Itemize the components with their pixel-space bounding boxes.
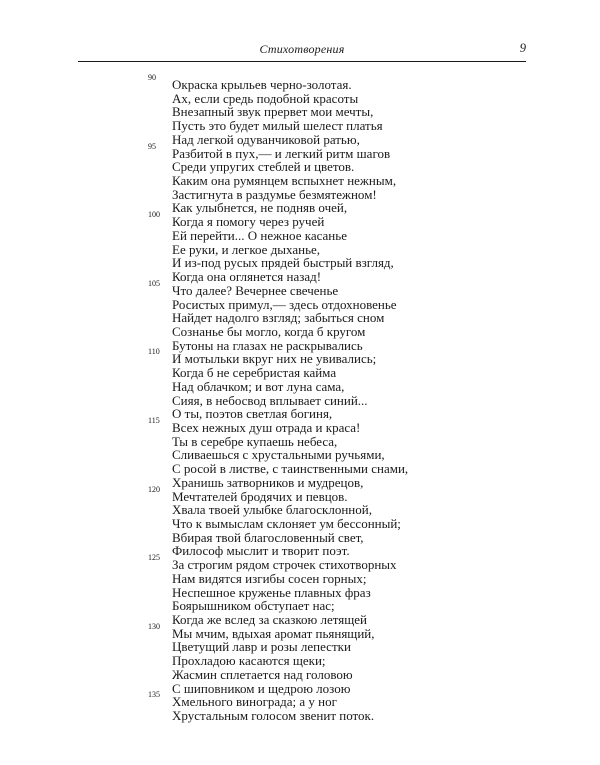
line-text: Разбитой в пух,— и легкий ритм шагов	[172, 145, 391, 161]
line-text: Ты в серебре купаешь небеса,	[172, 433, 338, 449]
line-text: Жасмин сплетается над головою	[172, 666, 353, 682]
poem-line	[148, 484, 572, 504]
line-text: Хранишь затворников и мудрецов,	[172, 474, 364, 490]
line-text: Росистых примул,— здесь отдохновенье	[172, 296, 397, 312]
line-number: 105	[148, 278, 160, 288]
line-text: Ах, если средь подобной красоты	[172, 90, 359, 106]
poem-line	[148, 347, 572, 367]
line-text: Всех нежных душ отрада и краса!	[172, 419, 361, 435]
line-number: 130	[148, 621, 160, 631]
poem-line	[172, 119, 572, 133]
line-number: 100	[148, 210, 160, 220]
line-text: О ты, поэтов светлая богиня,	[172, 406, 333, 422]
poem-line	[172, 668, 572, 682]
line-text: Философ мыслит и творит поэт.	[172, 543, 350, 559]
line-text: Что далее? Вечернее свеченье	[172, 282, 339, 298]
line-number: 110	[148, 347, 160, 357]
poem-line	[172, 160, 572, 174]
poem-line	[148, 621, 572, 641]
poem-line	[172, 448, 572, 462]
line-text: И мотыльки вкруг них не увивались;	[172, 351, 377, 367]
poem-line	[172, 325, 572, 339]
poem-line	[172, 544, 572, 558]
line-number: 125	[148, 553, 160, 563]
line-text: Нам видятся изгибы сосен горных;	[172, 570, 367, 586]
poem-line	[148, 415, 572, 435]
line-text: Бутоны на глазах не раскрывались	[172, 337, 363, 353]
line-text: С росой в листве, с таинственными снами,	[172, 461, 409, 477]
poem-line	[172, 517, 572, 531]
line-text: Над облачком; и вот луна сама,	[172, 378, 345, 394]
line-text: Над легкой одуванчиковой ратью,	[172, 131, 360, 147]
poem-line	[172, 256, 572, 270]
page-number: 9	[519, 41, 526, 55]
poem-line	[172, 407, 572, 421]
poem-line	[172, 654, 572, 668]
line-text: Найдет надолго взгляд; забыться сном	[172, 310, 385, 326]
line-text: Когда б не серебристая кайма	[172, 365, 337, 381]
line-text: Пусть это будет милый шелест платья	[172, 118, 383, 134]
poem-line	[148, 210, 572, 230]
line-text: Цветущий лавр и розы лепестки	[172, 639, 351, 655]
poem-body	[148, 73, 572, 724]
line-text: Хвала твоей улыбке благосклонной,	[172, 502, 372, 518]
line-number: 115	[148, 415, 160, 425]
line-text: Хрустальным голосом звенит поток.	[172, 708, 375, 724]
line-text: Сознанье бы могло, когда б кругом	[172, 323, 366, 339]
line-text: Боярышником обступает нас;	[172, 598, 335, 614]
line-text: Сливаешься с хрустальными ручьями,	[172, 447, 385, 463]
poem-line	[172, 709, 572, 723]
line-text: Когда я помогу через ручей	[172, 214, 325, 230]
poem-line	[172, 201, 572, 215]
poem-line	[172, 133, 572, 147]
page-header	[78, 42, 526, 62]
line-number: 120	[148, 484, 160, 494]
poem-line	[172, 599, 572, 613]
poem-line	[172, 270, 572, 284]
header-rule	[78, 61, 526, 62]
poem-line	[172, 243, 572, 257]
line-text: Как улыбнется, не подняв очей,	[172, 200, 348, 216]
line-text: Мы мчим, вдыхая аромат пьянящий,	[172, 625, 375, 641]
running-title: Стихотворения	[259, 42, 345, 56]
poem-line	[172, 572, 572, 586]
poem-line	[148, 73, 572, 92]
line-text: Прохладою касаются щеки;	[172, 653, 326, 669]
line-text: За строгим рядом строчек стихотворных	[172, 557, 397, 573]
poem-line	[148, 553, 572, 573]
poem-line	[172, 531, 572, 545]
poem-line	[172, 435, 572, 449]
line-text: Внезапный звук прервет мои мечты,	[172, 104, 374, 120]
line-text: Вбирая твой благословенный свет,	[172, 529, 364, 545]
line-text: Неспешное круженье плавных фраз	[172, 584, 371, 600]
poem-line	[172, 366, 572, 380]
poem-line	[172, 682, 572, 696]
poem-line	[172, 476, 572, 490]
line-text: Что к вымыслам склоняет ум бессонный;	[172, 516, 401, 531]
poem-line	[172, 380, 572, 394]
poem-line	[172, 105, 572, 119]
line-text: Когда она оглянется назад!	[172, 269, 322, 285]
line-number: 90	[148, 73, 156, 82]
poem-line	[172, 613, 572, 627]
line-number: 135	[148, 690, 160, 700]
poem-line	[172, 503, 572, 517]
line-text: И из-под русых прядей быстрый взгляд,	[172, 255, 394, 271]
line-text: Каким она румянцем вспыхнет нежным,	[172, 173, 397, 189]
poem-line	[148, 141, 572, 161]
line-text: Среди упругих стеблей и цветов.	[172, 159, 355, 175]
line-text: Ее руки, и легкое дыханье,	[172, 241, 321, 257]
poem-line	[172, 298, 572, 312]
poem-line	[172, 586, 572, 600]
line-text: С шиповником и щедрою лозою	[172, 680, 351, 696]
poem-line	[148, 690, 572, 710]
line-text: Хмельного винограда; а у ног	[172, 694, 337, 710]
poem-line	[172, 462, 572, 476]
poem-line	[172, 640, 572, 654]
line-text: Застигнута в раздумье безмятежном!	[172, 186, 377, 202]
poem-line	[172, 174, 572, 188]
poem-line	[148, 278, 572, 298]
line-text: Окраска крыльев черно-золотая.	[172, 77, 352, 92]
line-text: Сияя, в небосвод вплывает синий...	[172, 392, 368, 408]
line-text: Ей перейти... О нежное касанье	[172, 227, 347, 243]
poem-line	[172, 188, 572, 202]
poem-line	[172, 92, 572, 106]
line-text: Когда же вслед за сказкою летящей	[172, 612, 368, 628]
poem-line	[172, 394, 572, 408]
line-number: 95	[148, 141, 156, 151]
poem-line	[172, 229, 572, 243]
poem-line	[172, 339, 572, 353]
line-text: Мечтателей бродячих и певцов.	[172, 488, 348, 504]
poem-line	[172, 311, 572, 325]
